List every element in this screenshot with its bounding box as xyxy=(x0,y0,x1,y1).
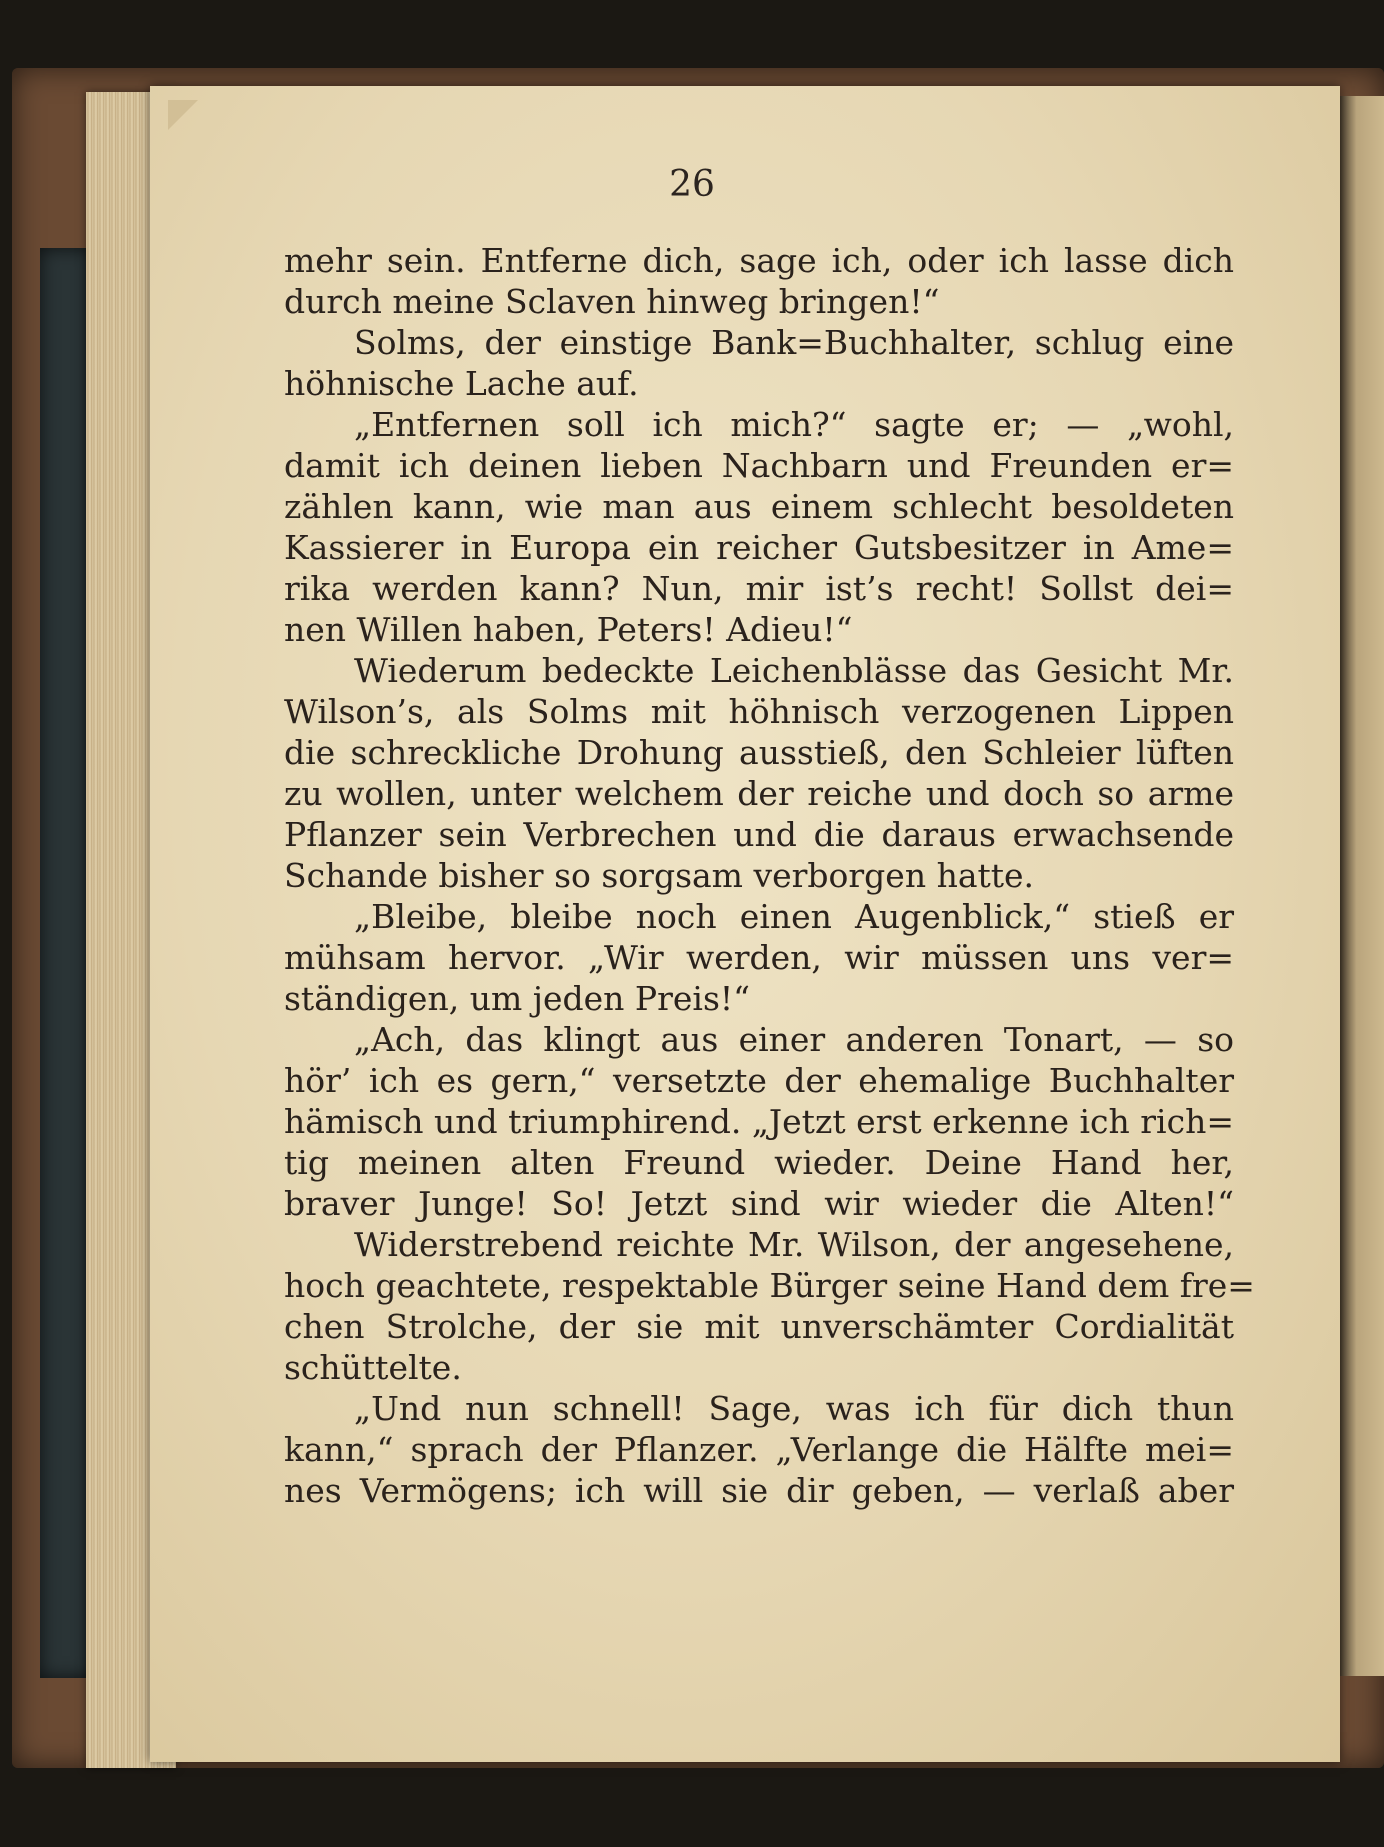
cover-cloth-spine xyxy=(40,248,92,1678)
text-line: ständigen, um jeden Preis!“ xyxy=(284,979,751,1018)
text-line: „Entfernen soll ich mich?“ sagte er; — „wohl, xyxy=(354,405,1234,444)
text-line: „Bleibe, bleibe noch einen Augenblick,“ stieß er xyxy=(354,897,1234,936)
text-line: Widerstrebend reichte Mr. Wilson, der angesehene, xyxy=(354,1225,1234,1264)
text-line: rika werden kann? Nun, mir ist’s recht! Sollst dei= xyxy=(284,569,1234,608)
text-line: zu wollen, unter welchem der reiche und doch so arme xyxy=(284,774,1234,813)
text-line: schüttelte. xyxy=(284,1348,462,1387)
text-line: mühsam hervor. „Wir werden, wir müssen uns ver= xyxy=(284,938,1234,977)
text-line: „Ach, das klingt aus einer anderen Tonart, — so xyxy=(354,1020,1234,1059)
text-line: Kassierer in Europa ein reicher Gutsbesitzer in Ame= xyxy=(284,528,1234,567)
text-line: Pflanzer sein Verbrechen und die daraus erwachsende xyxy=(284,815,1234,854)
text-line: Wilson’s, als Solms mit höhnisch verzogenen Lippen xyxy=(284,692,1234,731)
text-line: hör’ ich es gern,“ versetzte der ehemalige Buchhalter xyxy=(284,1061,1234,1100)
text-line: damit ich deinen lieben Nachbarn und Freunden er= xyxy=(284,446,1234,485)
text-line: tig meinen alten Freund wieder. Deine Hand her, xyxy=(284,1143,1234,1182)
text-line: Wiederum bedeckte Leichenblässe das Gesicht Mr. xyxy=(354,651,1234,690)
text-line: zählen kann, wie man aus einem schlecht besoldeten xyxy=(284,487,1234,526)
page-text xyxy=(284,240,1255,1511)
text-line: hoch geachtete, respektable Bürger seine Hand dem fre= xyxy=(284,1266,1255,1305)
text-line: nen Willen haben, Peters! Adieu!“ xyxy=(284,610,853,649)
page-corner-fold xyxy=(168,100,198,130)
text-line: Schande bisher so sorgsam verborgen hatte. xyxy=(284,856,1035,895)
text-line: durch meine Sclaven hinweg bringen!“ xyxy=(284,282,940,321)
text-line: die schreckliche Drohung ausstieß, den Schleier lüften xyxy=(284,733,1234,772)
text-line: Solms, der einstige Bank=Buchhalter, schlug eine xyxy=(354,323,1234,362)
text-line: nes Vermögens; ich will sie dir geben, — verlaß aber xyxy=(284,1471,1234,1510)
page-number: 26 xyxy=(669,164,715,205)
text-line: höhnische Lache auf. xyxy=(284,364,639,403)
text-line: „Und nun schnell! Sage, was ich für dich thun xyxy=(354,1389,1234,1428)
text-line: kann,“ sprach der Pflanzer. „Verlange die Hälfte mei= xyxy=(284,1430,1234,1469)
text-line: braver Junge! So! Jetzt sind wir wieder die Alten!“ xyxy=(284,1184,1234,1223)
text-line: mehr sein. Entferne dich, sage ich, oder ich lasse dich xyxy=(284,241,1234,280)
facing-page-edge xyxy=(1338,96,1384,1676)
text-line: hämisch und triumphirend. „Jetzt erst erkenne ich rich= xyxy=(284,1102,1234,1141)
text-line: chen Strolche, der sie mit unverschämter Cordialität xyxy=(284,1307,1234,1346)
